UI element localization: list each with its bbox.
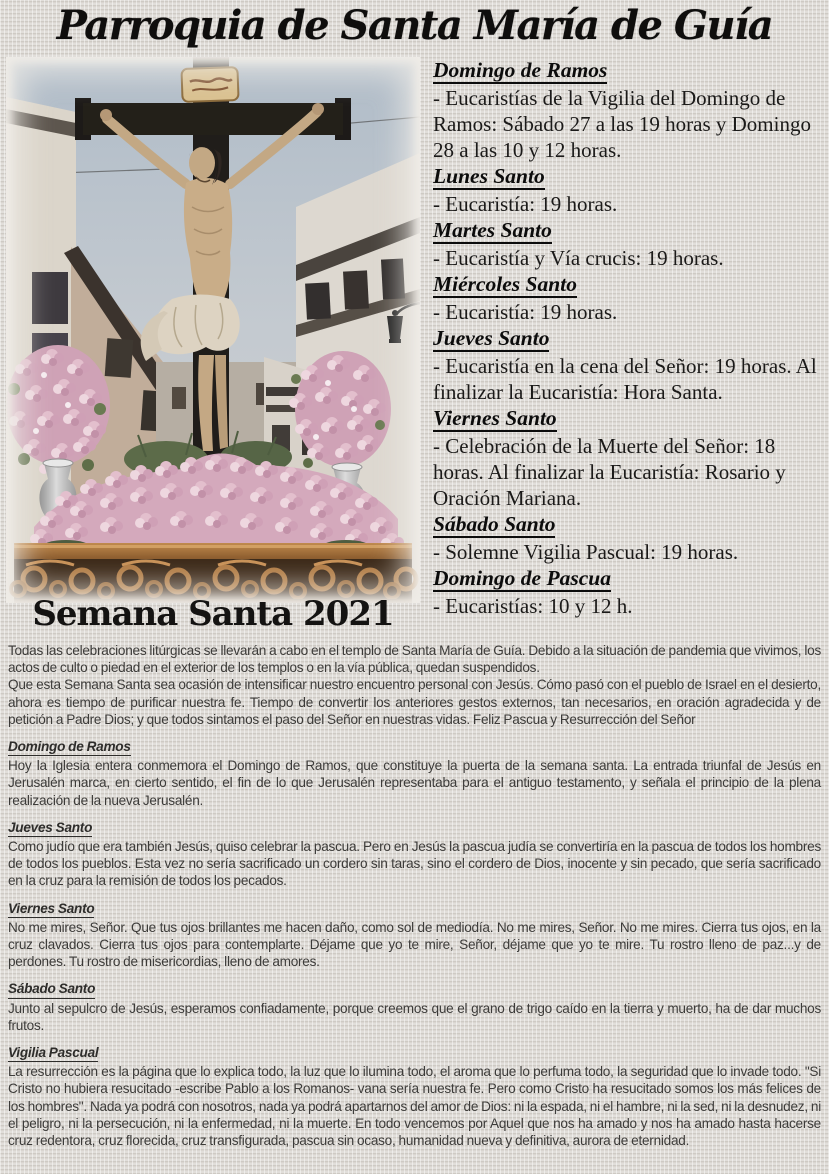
schedule-day-detail: - Celebración de la Muerte del Señor: 18 horas. Al finalizar la Eucaristía: Rosario y Oración Mariana. bbox=[433, 434, 786, 510]
schedule-day-heading: Domingo de Ramos bbox=[433, 58, 608, 82]
section-paragraph: Hoy la Iglesia entera conmemora el Domingo de Ramos, que constituye la puerta de la semana santa. La entrada triunfal de Jesús en Jerusalén marca, en cierto sentido, el fin de lo que Jerusalén representaba para el antiguo testamento, y señala el principio de la plena realización de la nueva Jerusalén. bbox=[8, 758, 821, 808]
section-heading: Vigilia Pascual bbox=[8, 1044, 98, 1062]
schedule-column bbox=[433, 57, 825, 619]
procession-photo bbox=[6, 57, 420, 603]
section-paragraph: La resurrección es la página que lo explica todo, la luz que lo ilumina todo, el aroma que lo perfuma todo, la seguridad que lo invade todo. "Si Cristo no hubiera resucitado -escribe Pablo a los Romanos- vana sería nuestra fe. Pero como Cristo ha resucitado somos los más felices de los hombres". Nada ya podrá con nosotros, nada ya podrá apartarnos del amor de Dios: ni la espada, ni el hambre, ni la sed, ni la desnudez, ni el peligro, ni la persecución, ni la enfermedad, ni la muerte. En todo vencemos por Aquel que nos ha amado y nos ha amado hasta hacerse cruz redentora, cruz florecida, cruz transfigurada, pascua sin ocaso, humanidad nueva y definitiva, aurora de eternidad. bbox=[8, 1064, 821, 1149]
body-section bbox=[8, 900, 821, 971]
body-text bbox=[8, 642, 821, 1149]
schedule-day-heading: Martes Santo bbox=[433, 218, 552, 242]
section-paragraph: No me mires, Señor. Que tus ojos brillantes me hacen daño, como sol de mediodía. No me mires, Señor. No me mires. Cierra tus ojos, en la cruz clavados. Cierra tus ojos para contemplarte. Déjame que yo te mire, Señor, déjame que yo te mire. Tu rostro lleno de paz...y de perdones. Tu rostro de misericordias, lleno de amores. bbox=[8, 919, 821, 970]
schedule-day-heading: Jueves Santo bbox=[433, 326, 550, 350]
schedule-day-heading: Miércoles Santo bbox=[433, 272, 577, 296]
schedule-day-heading: Lunes Santo bbox=[433, 164, 545, 188]
body-section bbox=[8, 738, 821, 809]
schedule-item bbox=[433, 57, 825, 163]
schedule-day-detail: - Solemne Vigilia Pascual: 19 horas. bbox=[433, 540, 739, 564]
schedule-day-detail: - Eucaristías: 10 y 12 h. bbox=[433, 594, 633, 618]
schedule-day-detail: - Eucaristía: 19 horas. bbox=[433, 300, 618, 324]
section-paragraph: Como judío que era también Jesús, quiso celebrar la pascua. Pero en Jesús la pascua judía se convertiría en la pascua de todos los hombres de todos los pueblos. Esta vez no sería sacrificado un cordero sin taras, sino el cordero de Dios, inocente y sin pecado, que sería sacrificado en la cruz para la remisión de todos los pecados. bbox=[8, 839, 821, 889]
photo-caption: Semana Santa 2021 bbox=[32, 594, 394, 634]
section-heading: Domingo de Ramos bbox=[8, 738, 131, 756]
section-heading: Jueves Santo bbox=[8, 819, 92, 837]
schedule-item bbox=[433, 405, 825, 511]
schedule-item bbox=[433, 217, 825, 271]
section-heading: Sábado Santo bbox=[8, 980, 95, 998]
section-paragraph: Junto al sepulcro de Jesús, esperamos confiadamente, porque creemos que el grano de trigo caído en la tierra y muerto, ha de dar muchos frutos. bbox=[8, 1000, 821, 1033]
schedule-day-heading: Viernes Santo bbox=[433, 406, 557, 430]
body-section bbox=[8, 980, 821, 1034]
schedule-day-heading: Sábado Santo bbox=[433, 512, 556, 536]
body-section bbox=[8, 819, 821, 890]
crucifix-illustration bbox=[6, 57, 420, 603]
intro-paragraph: Que esta Semana Santa sea ocasión de intensificar nuestro encuentro personal con Jesús. Cómo pasó con el pueblo de Israel en el desierto, ahora es tiempo de purificar nuestra fe. Tiempo de convertir los anteriores gestos externos, tan necesarios, en oración agradecida y de petición a Padre Dios; y que todos sintamos el paso del Señor en nuestras vidas. Feliz Pascua y Resurrección del Señor bbox=[8, 677, 821, 727]
schedule-day-heading: Domingo de Pascua bbox=[433, 566, 611, 590]
schedule-item bbox=[433, 325, 825, 405]
schedule-item bbox=[433, 163, 825, 217]
schedule-day-detail: - Eucaristías de la Vigilia del Domingo de Ramos: Sábado 27 a las 19 horas y Domingo 28 a las 10 y 12 horas. bbox=[433, 86, 811, 162]
section-heading: Viernes Santo bbox=[8, 900, 94, 918]
schedule-day-detail: - Eucaristía: 19 horas. bbox=[433, 192, 618, 216]
schedule-item bbox=[433, 565, 825, 619]
schedule-day-detail: - Eucaristía en la cena del Señor: 19 horas. Al finalizar la Eucaristía: Hora Santa. bbox=[433, 354, 817, 404]
intro-paragraph: Todas las celebraciones litúrgicas se llevarán a cabo en el templo de Santa María de Guía. Debido a la situación de pandemia que vivimos, los actos de culto o piedad en el exterior de los templos o en la vía pública, quedan suspendidos. bbox=[8, 643, 821, 676]
page-title: Parroquia de Santa María de Guía bbox=[56, 2, 773, 49]
body-section bbox=[8, 1044, 821, 1149]
schedule-day-detail: - Eucaristía y Vía crucis: 19 horas. bbox=[433, 246, 724, 270]
schedule-item bbox=[433, 271, 825, 325]
schedule-item bbox=[433, 511, 825, 565]
inri-plaque bbox=[181, 67, 238, 102]
